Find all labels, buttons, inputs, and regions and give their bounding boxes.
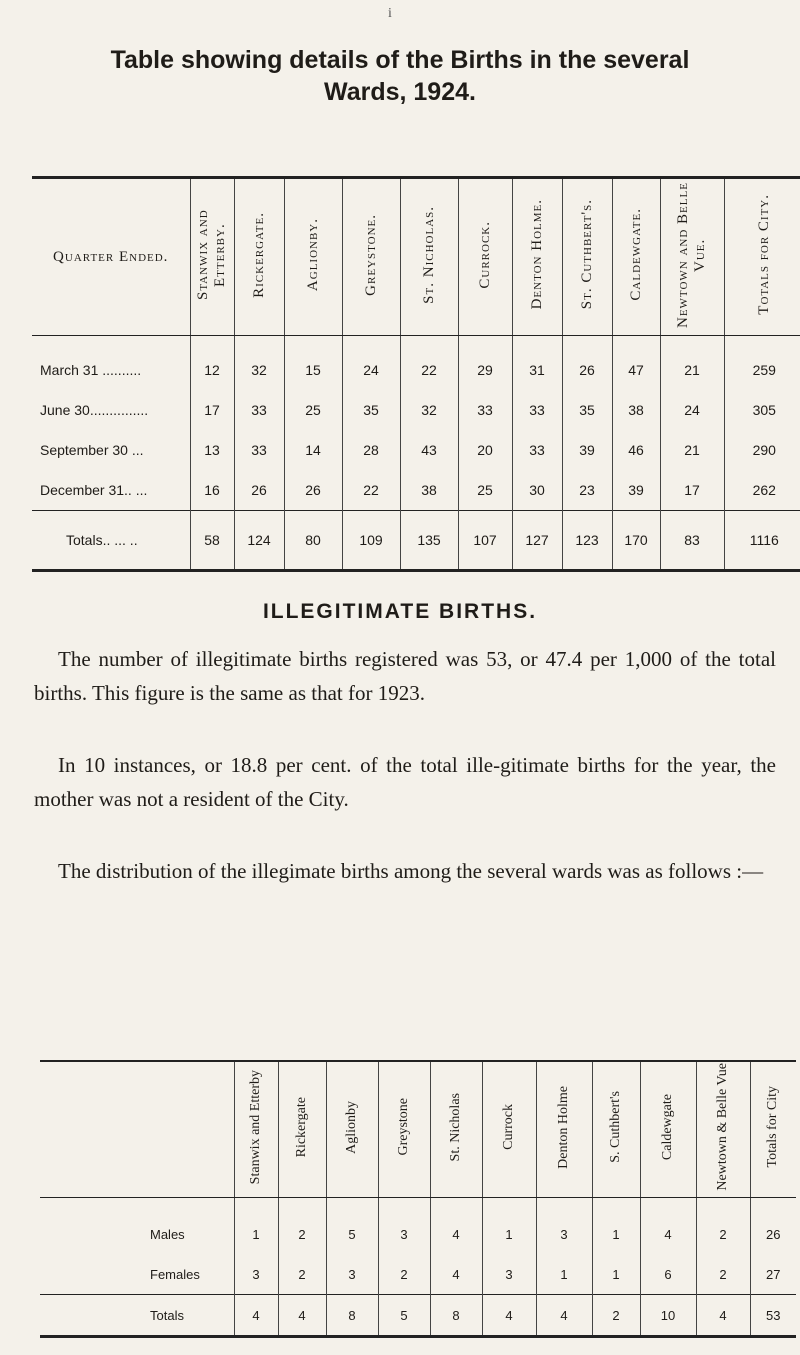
cell: 39 — [562, 430, 612, 470]
cell: 290 — [724, 430, 800, 470]
cell: 38 — [400, 470, 458, 511]
page-mark: i — [388, 6, 392, 21]
cell: 17 — [190, 390, 234, 430]
cell: 1 — [482, 1198, 536, 1255]
cell: 83 — [660, 511, 724, 571]
births-by-quarter-table — [32, 176, 800, 572]
table2-col-header: Totals for City — [750, 1061, 796, 1198]
cell: 8 — [326, 1295, 378, 1337]
illegitimate-births-table — [40, 1060, 796, 1338]
cell: 26 — [562, 336, 612, 391]
table1-col-header: St. Cuthbert's. — [562, 178, 612, 336]
cell: 47 — [612, 336, 660, 391]
table2-col-header: Aglionby — [326, 1061, 378, 1198]
cell: 22 — [400, 336, 458, 391]
cell: 25 — [284, 390, 342, 430]
cell: 1 — [234, 1198, 278, 1255]
cell: 33 — [512, 430, 562, 470]
cell: 1 — [592, 1198, 640, 1255]
cell: 31 — [512, 336, 562, 391]
cell: 58 — [190, 511, 234, 571]
cell: 109 — [342, 511, 400, 571]
table2-col-header: St. Nicholas — [430, 1061, 482, 1198]
table-row — [32, 336, 800, 391]
cell: 15 — [284, 336, 342, 391]
row-label: Males — [150, 1226, 185, 1242]
cell: 26 — [234, 470, 284, 511]
cell: 4 — [640, 1198, 696, 1255]
table1-col-header: Aglionby. — [284, 178, 342, 336]
table1-col-header: Stanwix and Etterby. — [190, 178, 234, 336]
cell: 28 — [342, 430, 400, 470]
row-label: Totals.. ... .. — [32, 511, 190, 571]
cell: 33 — [458, 390, 512, 430]
title-line-2: Wards, 1924. — [324, 78, 476, 106]
cell: 35 — [562, 390, 612, 430]
cell: 30 — [512, 470, 562, 511]
cell: 135 — [400, 511, 458, 571]
table-row — [40, 1254, 796, 1295]
cell: 29 — [458, 336, 512, 391]
table2-col-header: Currock — [482, 1061, 536, 1198]
row-label: Totals — [40, 1295, 234, 1337]
cell: 5 — [378, 1295, 430, 1337]
cell: 4 — [430, 1198, 482, 1255]
cell: 46 — [612, 430, 660, 470]
cell: 23 — [562, 470, 612, 511]
cell: 33 — [234, 390, 284, 430]
cell: 123 — [562, 511, 612, 571]
table1-corner-header: Quarter Ended. — [32, 178, 190, 336]
cell: 3 — [536, 1198, 592, 1255]
cell: 21 — [660, 336, 724, 391]
cell: 3 — [326, 1254, 378, 1295]
cell: 2 — [278, 1254, 326, 1295]
cell: 53 — [750, 1295, 796, 1337]
cell: 259 — [724, 336, 800, 391]
cell: 170 — [612, 511, 660, 571]
cell: 33 — [234, 430, 284, 470]
cell: 4 — [278, 1295, 326, 1337]
table2-corner-header — [40, 1061, 234, 1198]
cell: 4 — [430, 1254, 482, 1295]
cell: 33 — [512, 390, 562, 430]
paragraph: In 10 instances, or 18.8 per cent. of the total ille-gitimate births for the year, the mother was not a resident of the City. — [34, 753, 776, 811]
table1-col-header: Greystone. — [342, 178, 400, 336]
cell: 21 — [660, 430, 724, 470]
cell: 262 — [724, 470, 800, 511]
cell: 127 — [512, 511, 562, 571]
section-heading: ILLEGITIMATE BIRTHS. — [262, 600, 538, 623]
paragraph: The number of illegitimate births registered was 53, or 47.4 per 1,000 of the total births. This figure is the same as that for 1923. — [34, 647, 776, 705]
table2-col-header: Newtown & Belle Vue — [696, 1061, 750, 1198]
cell: 25 — [458, 470, 512, 511]
cell: 2 — [696, 1254, 750, 1295]
row-label: December 31.. ... — [40, 482, 148, 498]
cell: 14 — [284, 430, 342, 470]
cell: 6 — [640, 1254, 696, 1295]
row-label: Females — [150, 1266, 200, 1282]
cell: 4 — [696, 1295, 750, 1337]
cell: 35 — [342, 390, 400, 430]
table-row — [40, 1198, 796, 1255]
table2-col-header: Caldewgate — [640, 1061, 696, 1198]
cell: 4 — [234, 1295, 278, 1337]
cell: 24 — [342, 336, 400, 391]
cell: 3 — [234, 1254, 278, 1295]
row-label: September 30 ... — [40, 442, 144, 458]
cell: 17 — [660, 470, 724, 511]
cell: 5 — [326, 1198, 378, 1255]
cell: 1 — [536, 1254, 592, 1295]
totals-row — [32, 511, 800, 571]
cell: 32 — [234, 336, 284, 391]
table-row — [32, 470, 800, 511]
cell: 2 — [696, 1198, 750, 1255]
table2-col-header: Rickergate — [278, 1061, 326, 1198]
cell: 20 — [458, 430, 512, 470]
cell: 24 — [660, 390, 724, 430]
cell: 16 — [190, 470, 234, 511]
table1-col-header: Currock. — [458, 178, 512, 336]
cell: 43 — [400, 430, 458, 470]
cell: 1 — [592, 1254, 640, 1295]
cell: 2 — [378, 1254, 430, 1295]
cell: 80 — [284, 511, 342, 571]
cell: 8 — [430, 1295, 482, 1337]
page-title — [0, 44, 800, 108]
row-label: March 31 .......... — [40, 362, 142, 378]
cell: 3 — [378, 1198, 430, 1255]
cell: 124 — [234, 511, 284, 571]
row-label: June 30............... — [40, 402, 149, 418]
totals-row — [40, 1295, 796, 1337]
cell: 305 — [724, 390, 800, 430]
table1-col-header: Totals for City. — [724, 178, 800, 336]
cell: 1116 — [724, 511, 800, 571]
cell: 39 — [612, 470, 660, 511]
cell: 107 — [458, 511, 512, 571]
table2-col-header: S. Cuthbert's — [592, 1061, 640, 1198]
cell: 27 — [750, 1254, 796, 1295]
cell: 12 — [190, 336, 234, 391]
table-row — [32, 390, 800, 430]
table1-header-row — [32, 178, 800, 336]
cell: 4 — [536, 1295, 592, 1337]
cell: 10 — [640, 1295, 696, 1337]
table1-col-header: Denton Holme. — [512, 178, 562, 336]
table1-col-header: Caldewgate. — [612, 178, 660, 336]
cell: 2 — [278, 1198, 326, 1255]
table1-col-header: Newtown and Belle Vue. — [660, 178, 724, 336]
table1-col-header: Rickergate. — [234, 178, 284, 336]
cell: 32 — [400, 390, 458, 430]
cell: 3 — [482, 1254, 536, 1295]
cell: 26 — [750, 1198, 796, 1255]
cell: 13 — [190, 430, 234, 470]
table2-col-header: Stanwix and Etterby — [234, 1061, 278, 1198]
cell: 4 — [482, 1295, 536, 1337]
table2-header-row — [40, 1061, 796, 1198]
title-line-1: Table showing details of the Births in the several — [110, 46, 690, 74]
table-row — [32, 430, 800, 470]
table2-col-header: Greystone — [378, 1061, 430, 1198]
cell: 38 — [612, 390, 660, 430]
table2-col-header: Denton Holme — [536, 1061, 592, 1198]
cell: 2 — [592, 1295, 640, 1337]
cell: 22 — [342, 470, 400, 511]
table1-col-header: St. Nicholas. — [400, 178, 458, 336]
cell: 26 — [284, 470, 342, 511]
paragraph: The distribution of the illegimate births among the several wards was as follows :— — [58, 859, 764, 883]
